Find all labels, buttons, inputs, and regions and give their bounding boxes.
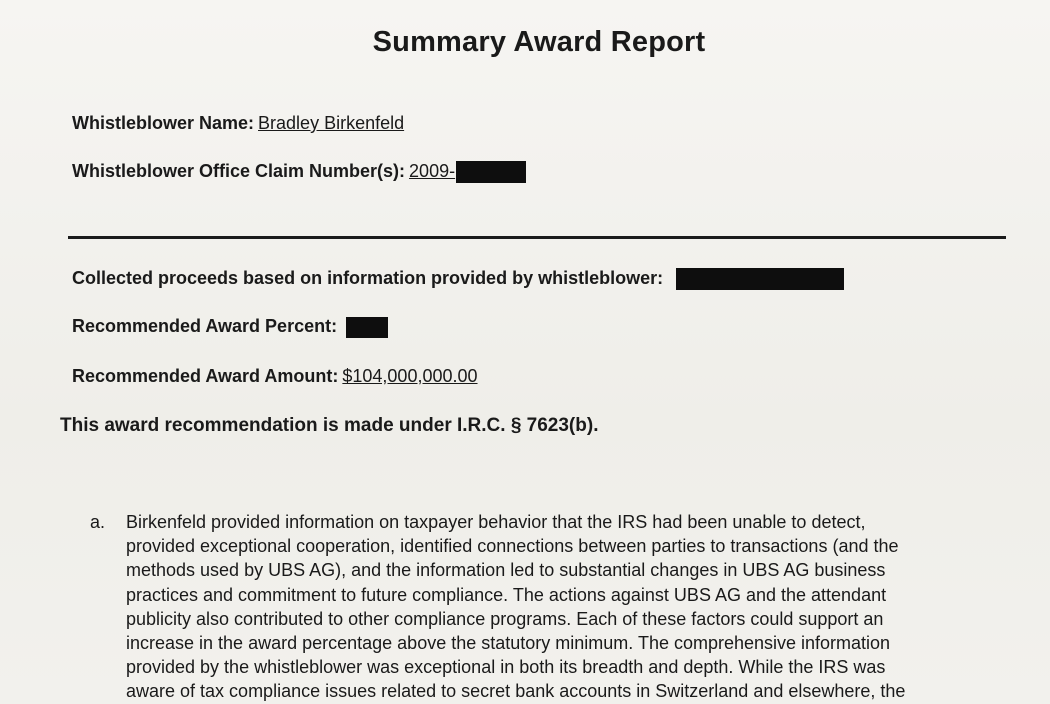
claim-number-redaction: [456, 161, 526, 183]
irc-statement: This award recommendation is made under I.R.C. § 7623(b).: [60, 415, 599, 436]
paragraph-line: aware of tax compliance issues related to secret bank accounts in Switzerland and elsewhere, the: [126, 681, 906, 702]
collected-proceeds-label: Collected proceeds based on information provided by whistleblower:: [72, 268, 664, 288]
page-title: Summary Award Report: [372, 26, 706, 58]
claim-number-label: Whistleblower Office Claim Number(s):: [72, 161, 406, 181]
whistleblower-name-field: [72, 113, 404, 134]
paragraph-line: practices and commitment to future compliance. The actions against UBS AG and the attendant: [126, 584, 887, 605]
paragraph-line: provided by the whistleblower was exceptional in both its breadth and depth. While the IRS was: [126, 657, 886, 678]
paragraph-line: provided exceptional cooperation, identified connections between parties to transactions (and the: [126, 536, 899, 557]
award-percent-field: [72, 316, 388, 338]
paragraph-marker: a.: [90, 512, 106, 532]
horizontal-divider: [68, 236, 1006, 239]
award-amount-value: $104,000,000.00: [342, 366, 478, 386]
award-percent-label: Recommended Award Percent:: [72, 316, 338, 336]
collected-proceeds-redaction: [676, 268, 844, 290]
award-amount-field: [72, 366, 478, 387]
whistleblower-name-value: Bradley Birkenfeld: [258, 113, 405, 133]
award-amount-label: Recommended Award Amount:: [72, 366, 339, 386]
claim-number-value: 2009-: [409, 161, 456, 181]
collected-proceeds-field: [72, 268, 844, 290]
whistleblower-name-label: Whistleblower Name:: [72, 113, 255, 133]
paragraph-line: Birkenfeld provided information on taxpayer behavior that the IRS had been unable to detect,: [126, 512, 866, 532]
award-percent-redaction: [346, 317, 388, 338]
paragraph-line: increase in the award percentage above the statutory minimum. The comprehensive information: [126, 633, 891, 654]
paragraph-body: [126, 510, 1010, 704]
claim-number-field: [72, 161, 526, 183]
paragraph-line: methods used by UBS AG), and the information led to substantial changes in UBS AG business: [126, 560, 886, 581]
paragraph-a: [90, 510, 1010, 704]
paragraph-line: publicity also contributed to other compliance programs. Each of these factors could support an: [126, 608, 884, 629]
